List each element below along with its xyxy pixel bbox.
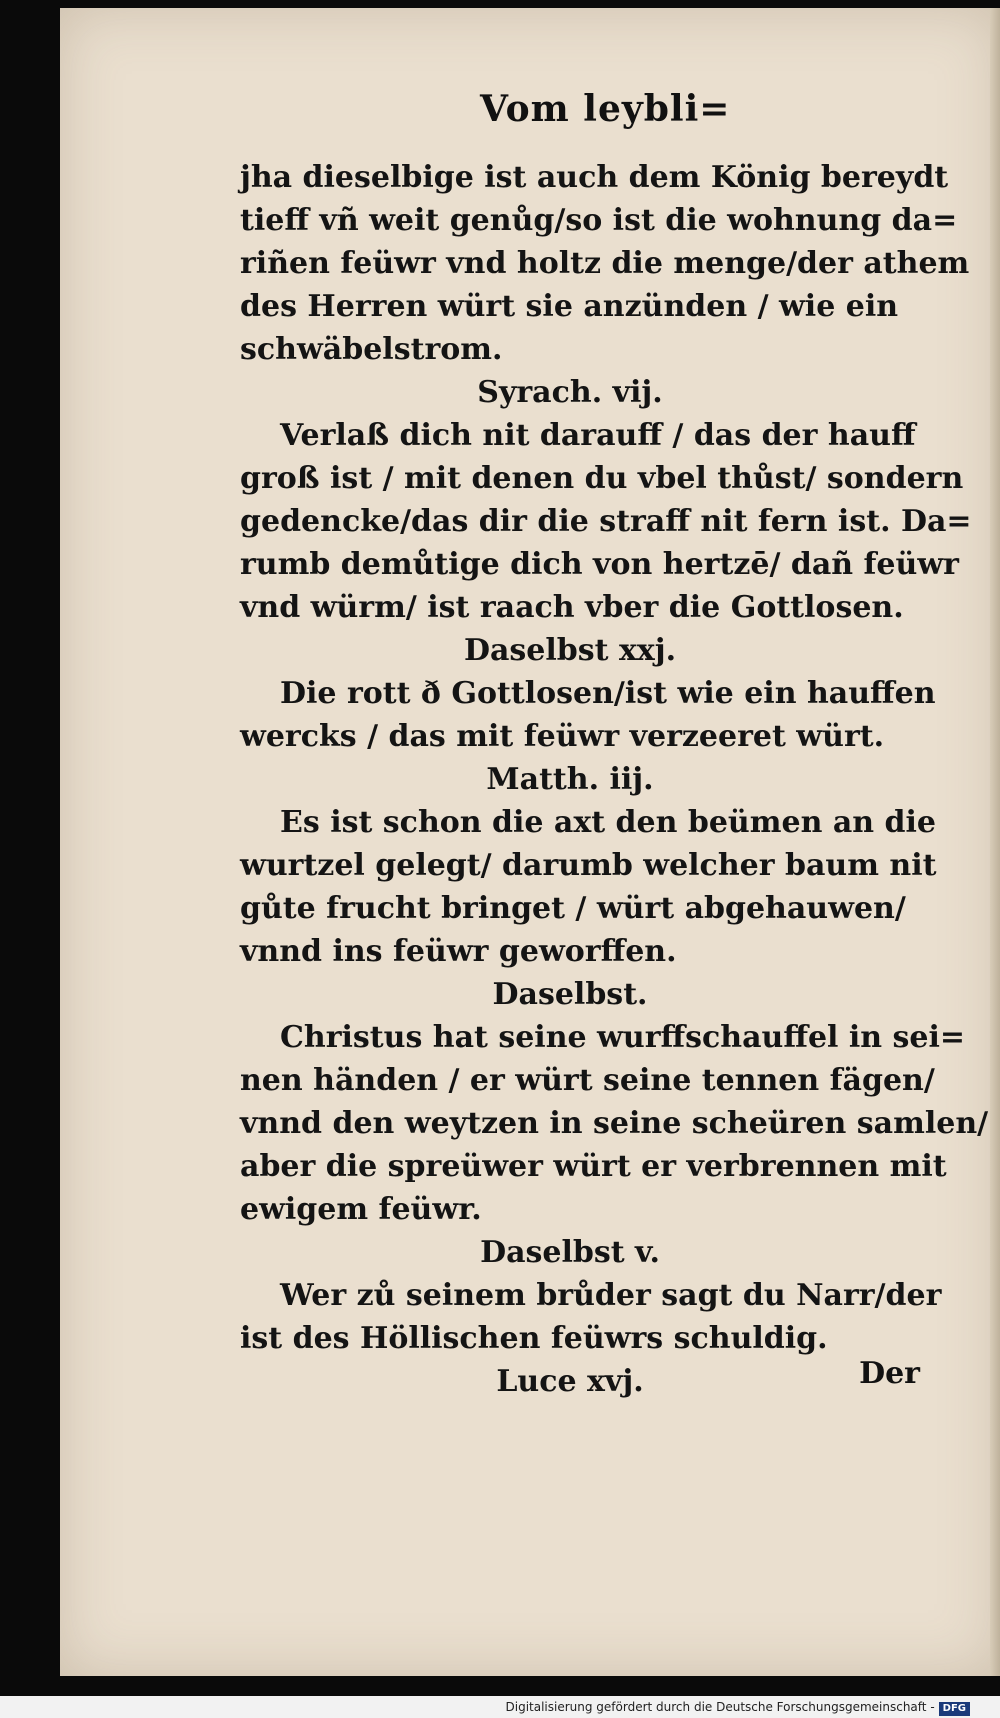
section-reference: Daselbst xxj. <box>463 633 677 668</box>
text-line: Es ist schon die axt den beümen an die <box>280 805 936 840</box>
text-line: jha dieselbige ist auch dem König bereydt <box>240 160 949 195</box>
text-line: tieff vñ weit genůg/so ist die wohnung da= <box>240 203 958 238</box>
section-reference: Luce xvj. <box>496 1364 644 1399</box>
text-line: des Herren würt sie anzünden / wie ein <box>240 289 899 324</box>
text-line: riñen feüwr vnd holtz die menge/der athem <box>240 246 970 281</box>
text-line: aber die spreüwer würt er verbrennen mit <box>240 1149 947 1184</box>
section-reference: Syrach. vij. <box>477 375 663 410</box>
text-block <box>240 156 989 1403</box>
text-line: wurtzel gelegt/ darumb welcher baum nit <box>240 848 937 883</box>
text-line: ewigem feüwr. <box>240 1192 482 1227</box>
text-line: gůte frucht bringet / würt abgehauwen/ <box>240 891 906 926</box>
section-reference: Daselbst v. <box>480 1235 660 1270</box>
dfg-logo: DFG <box>939 1702 970 1716</box>
text-line: schwäbelstrom. <box>240 332 503 367</box>
text-line: vnd würm/ ist raach vber die Gottlosen. <box>240 590 904 625</box>
text-line: ist des Höllischen feüwrs schuldig. <box>240 1321 828 1356</box>
page-edge <box>990 8 1000 1676</box>
text-line: vnnd den weytzen in seine scheüren samlen/ <box>240 1106 989 1141</box>
section-reference: Matth. iij. <box>486 762 654 797</box>
text-line: gedencke/das dir die straff nit fern ist. Da= <box>240 504 972 539</box>
text-line: Wer zů seinem brůder sagt du Narr/der <box>280 1278 942 1313</box>
text-line: wercks / das mit feüwr verzeeret würt. <box>240 719 885 754</box>
book-page <box>60 8 1000 1676</box>
running-title: Vom leybli= <box>480 88 731 130</box>
text-line: groß ist / mit denen du vbel thůst/ sondern <box>240 461 964 496</box>
text-line: Christus hat seine wurffschauffel in sei= <box>280 1020 966 1055</box>
catchword: Der <box>859 1356 920 1391</box>
text-line: Die rott ð Gottlosen/ist wie ein hauffen <box>280 676 936 711</box>
text-line: rumb demůtige dich von hertzē/ dañ feüwr <box>240 547 959 582</box>
text-line: nen händen / er würt seine tennen fägen/ <box>240 1063 935 1098</box>
section-reference: Daselbst. <box>492 977 648 1012</box>
footer-text: Digitalisierung gefördert durch die Deutsche Forschungsgemeinschaft - <box>505 1700 935 1714</box>
text-line: vnnd ins feüwr geworffen. <box>240 934 677 969</box>
text-line: Verlaß dich nit darauff / das der hauff <box>280 418 916 453</box>
footer-credit <box>0 1696 1000 1718</box>
